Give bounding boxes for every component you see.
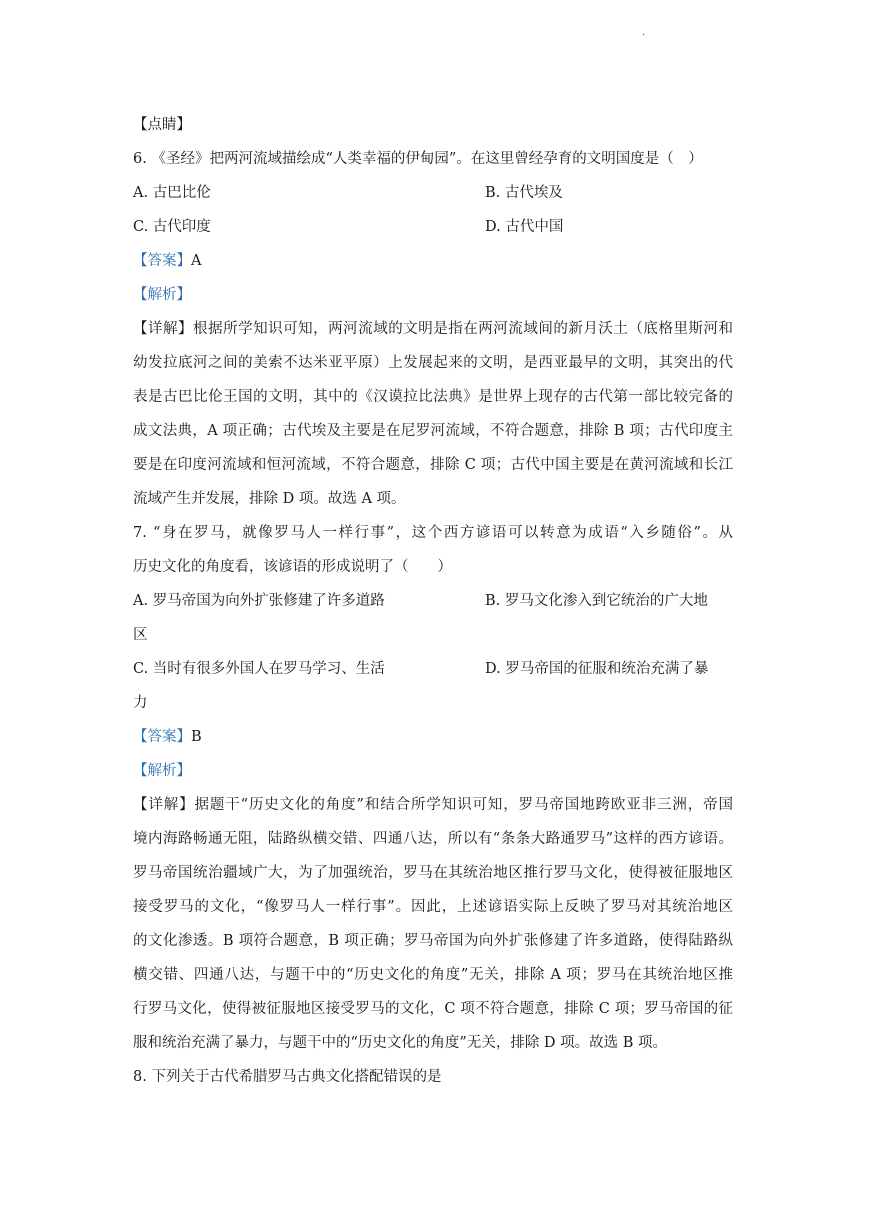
q7-detail-line: 境内海路畅通无阻，陆路纵横交错、四通八达，所以有“条条大路通罗马”这样的西方谚语。 xyxy=(133,831,733,847)
q7-detail-line: 的文化渗透。B 项符合题意，B 项正确；罗马帝国为向外扩张修建了许多道路，使得陆路纵 xyxy=(133,933,733,949)
q7-stem-line: 7. “身在罗马，就像罗马人一样行事”，这个西方谚语可以转意为成语“入乡随俗”。从 xyxy=(133,525,733,541)
q6-detail-line: 要是在印度河流域和恒河流域，不符合题意，排除 C 项；古代中国主要是在黄河流域和长江 xyxy=(133,457,733,473)
q7-option-b: B. 罗马文化渗入到它统治的广大地 xyxy=(485,593,708,609)
q6-detail-line: 【详解】根据所学知识可知，两河流域的文明是指在两河流域间的新月沃土（底格里斯河和 xyxy=(133,321,733,337)
q7-option-d-continued: 力 xyxy=(133,695,148,711)
q7-stem-line: 历史文化的角度看，该谚语的形成说明了（ ） xyxy=(133,559,452,575)
q6-options-row-2 xyxy=(133,210,733,244)
q7-option-a: A. 罗马帝国为向外扩张修建了许多道路 xyxy=(133,593,385,609)
document-page xyxy=(133,108,733,1094)
q7-options-row-2 xyxy=(133,652,733,686)
dianjing-heading: 【点睛】 xyxy=(133,117,191,133)
q6-detail-line: 成文法典，A 项正确；古代埃及主要是在尼罗河流域，不符合题意，排除 B 项；古代印度主 xyxy=(133,423,733,439)
q8-stem: 8. 下列关于古代希腊罗马古典文化搭配错误的是 xyxy=(133,1069,442,1085)
answer-value: B xyxy=(191,729,202,745)
q7-answer xyxy=(133,720,733,754)
q7-detail-line: 行罗马文化，使得被征服地区接受罗马的文化，C 项不符合题意，排除 C 项；罗马帝国的征 xyxy=(133,1001,733,1017)
q7-detail-line: 横交错、四通八达，与题干中的“历史文化的角度”无关，排除 A 项；罗马在其统治地区推 xyxy=(133,967,733,983)
q7-options-row-1 xyxy=(133,584,733,618)
q7-option-c: C. 当时有很多外国人在罗马学习、生活 xyxy=(133,661,385,677)
header-mark: · xyxy=(642,30,646,41)
q6-answer xyxy=(133,244,733,278)
q6-option-b: B. 古代埃及 xyxy=(485,185,563,201)
q7-option-b-continued: 区 xyxy=(133,627,148,643)
q6-option-c: C. 古代印度 xyxy=(133,219,211,235)
q6-options-row-1 xyxy=(133,176,733,210)
q7-analysis-tag: 【解析】 xyxy=(133,763,191,779)
q6-analysis-tag: 【解析】 xyxy=(133,287,191,303)
q7-detail-line: 罗马帝国统治疆域广大，为了加强统治，罗马在其统治地区推行罗马文化，使得被征服地区 xyxy=(133,865,733,881)
q7-detail-line: 服和统治充满了暴力，与题干中的“历史文化的角度”无关，排除 D 项。故选 B 项。 xyxy=(133,1035,668,1051)
q7-detail-line: 接受罗马的文化，“像罗马人一样行事”。因此，上述谚语实际上反映了罗马对其统治地区 xyxy=(133,899,733,915)
answer-tag: 【答案】 xyxy=(133,253,191,269)
q7-detail-line: 【详解】据题干“历史文化的角度”和结合所学知识可知，罗马帝国地跨欧亚非三洲，帝国 xyxy=(133,797,733,813)
q7-option-d: D. 罗马帝国的征服和统治充满了暴 xyxy=(485,661,709,677)
q6-detail-line: 流域产生并发展，排除 D 项。故选 A 项。 xyxy=(133,491,406,507)
q6-detail-line: 幼发拉底河之间的美索不达米亚平原）上发展起来的文明，是西亚最早的文明，其突出的代 xyxy=(133,355,733,371)
answer-tag: 【答案】 xyxy=(133,729,191,745)
answer-value: A xyxy=(191,253,202,269)
q6-detail-line: 表是古巴比伦王国的文明，其中的《汉谟拉比法典》是世界上现存的古代第一部比较完备的 xyxy=(133,389,733,405)
q6-stem: 6. 《圣经》把两河流域描绘成“人类幸福的伊甸园”。在这里曾经孕育的文明国度是（ ） xyxy=(133,151,703,167)
q6-option-d: D. 古代中国 xyxy=(485,219,564,235)
q6-option-a: A. 古巴比伦 xyxy=(133,185,211,201)
